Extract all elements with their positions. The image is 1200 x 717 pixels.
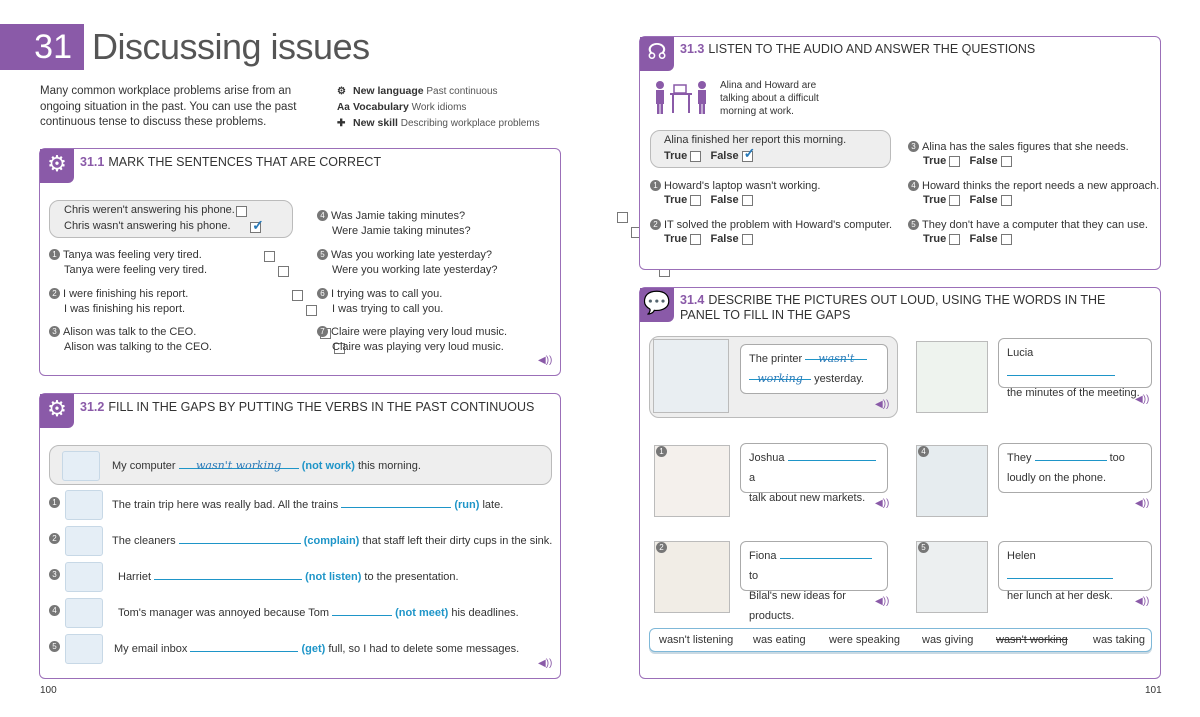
- speaker-icon[interactable]: ◀)): [875, 498, 890, 509]
- list-item: 3 Alison was talk to the CEO.: [49, 325, 196, 341]
- sample-sentence: My computer wasn't working (not work) this morning.: [112, 459, 421, 472]
- checkbox[interactable]: [278, 266, 289, 277]
- speech-bubble: Lucia the minutes of the meeting.: [998, 338, 1152, 388]
- answer-blank[interactable]: [154, 569, 302, 580]
- false-checkbox[interactable]: [742, 234, 753, 245]
- exercise-heading: 31.1 MARK THE SENTENCES THAT ARE CORRECT: [80, 155, 382, 169]
- list-item: Claire was playing very loud music.: [332, 341, 504, 353]
- speech-bubble: Joshua a talk about new markets.: [740, 443, 888, 493]
- list-item: 5 Was you working late yesterday?: [317, 248, 492, 264]
- printer-picture: [653, 339, 729, 413]
- word-bank-item[interactable]: was giving: [922, 634, 974, 646]
- deadline-icon: [65, 598, 103, 628]
- answer-blank[interactable]: [1035, 450, 1107, 461]
- email-inbox-icon: [65, 634, 103, 664]
- list-item: The train trip here was really bad. All the trains (run) late.: [112, 499, 504, 511]
- checkbox[interactable]: [292, 290, 303, 301]
- gears-icon: ⚙: [337, 86, 346, 97]
- puzzle-icon: ✚: [337, 118, 346, 129]
- presentation-icon: [65, 562, 103, 592]
- speaker-icon[interactable]: ◀)): [538, 355, 553, 366]
- list-item: 1 Tanya was feeling very tired.: [49, 248, 202, 264]
- answer-blank[interactable]: [179, 533, 301, 544]
- page-title: Discussing issues: [92, 26, 370, 67]
- answer-blank[interactable]: [341, 497, 451, 508]
- list-item: 2 I were finishing his report.: [49, 287, 188, 303]
- checkbox[interactable]: [236, 206, 247, 217]
- context-text: Alina and Howard are talking about a difficult morning at work.: [720, 80, 819, 117]
- true-false-row: True False: [923, 193, 1012, 209]
- list-item: Alison was talking to the CEO.: [64, 341, 212, 353]
- exercise-heading: 31.4 DESCRIBE THE PICTURES OUT LOUD, USING THE WORDS IN THE PANEL TO FILL IN THE GAPS: [680, 293, 1106, 322]
- false-checkbox-checked[interactable]: [742, 144, 756, 162]
- true-false-row: True False: [664, 232, 753, 248]
- list-item: 3 Alina has the sales figures that she needs.: [908, 140, 1129, 156]
- false-checkbox[interactable]: [1001, 195, 1012, 206]
- tick-icon: ✓: [252, 216, 264, 233]
- meta-new-language: ⚙ New language Past continuous: [337, 85, 498, 97]
- list-item: 2 IT solved the problem with Howard's computer.: [650, 218, 892, 234]
- gears-icon: ⚙: [47, 151, 67, 176]
- true-checkbox[interactable]: [949, 234, 960, 245]
- list-item: 1: [49, 497, 63, 509]
- word-bank-item[interactable]: were speaking: [829, 634, 900, 646]
- true-false-row: True False: [923, 154, 1012, 170]
- speaker-icon[interactable]: ◀)): [1135, 394, 1150, 405]
- exercise-heading: 31.2 FILL IN THE GAPS BY PUTTING THE VERBS IN THE PAST CONTINUOUS: [80, 400, 535, 414]
- list-item: My email inbox (get) full, so I had to delete some messages.: [114, 643, 520, 655]
- gears-icon: ⚙: [47, 396, 67, 421]
- list-item: Harriet (not listen) to the presentation.: [118, 571, 459, 583]
- answer-blank[interactable]: [1007, 365, 1115, 376]
- true-false-row: True False: [664, 193, 753, 209]
- answer-blank[interactable]: [780, 548, 872, 559]
- checkbox[interactable]: [306, 305, 317, 316]
- speech-bubble: Fiona to Bilal's new ideas for products.: [740, 541, 888, 591]
- list-item: The cleaners (complain) that staff left their dirty cups in the sink.: [112, 535, 553, 547]
- meta-vocabulary: Aa Vocabulary Work idioms: [337, 101, 467, 113]
- speaker-icon[interactable]: ◀)): [1135, 596, 1150, 607]
- aa-icon: Aa: [337, 102, 350, 113]
- false-checkbox[interactable]: [1001, 156, 1012, 167]
- broken-computer-icon: [62, 451, 100, 481]
- word-bank-item[interactable]: was eating: [753, 634, 806, 646]
- checkbox[interactable]: [617, 212, 628, 223]
- true-false-row: True False ✓: [664, 144, 756, 162]
- speech-bubble: Helen her lunch at her desk.: [998, 541, 1152, 591]
- speaker-icon[interactable]: ◀)): [875, 596, 890, 607]
- office-scene-icon: [650, 79, 712, 115]
- list-item: Tanya were feeling very tired.: [64, 264, 208, 276]
- unit-number: 31: [0, 24, 84, 70]
- true-checkbox[interactable]: [690, 195, 701, 206]
- page-number: 101: [1145, 685, 1162, 696]
- list-item: Were Jamie taking minutes?: [332, 225, 471, 237]
- meta-new-skill: ✚ New skill Describing workplace problems: [337, 117, 540, 129]
- answer-blank[interactable]: [788, 450, 876, 461]
- list-item: 4 Was Jamie taking minutes?: [317, 209, 465, 225]
- word-bank-item-used[interactable]: wasn't working: [996, 634, 1068, 646]
- true-checkbox[interactable]: [949, 156, 960, 167]
- sample-sentence: Chris wasn't answering his phone.: [64, 220, 231, 232]
- list-item: 1 Howard's laptop wasn't working.: [650, 179, 820, 195]
- list-item: 3: [49, 569, 63, 581]
- false-checkbox[interactable]: [1001, 234, 1012, 245]
- true-checkbox[interactable]: [949, 195, 960, 206]
- true-checkbox[interactable]: [690, 234, 701, 245]
- page-number: 100: [40, 685, 57, 696]
- exercise-31-2: [39, 393, 561, 679]
- speech-bubble-icon: 💬: [643, 290, 671, 315]
- list-item: 7 Claire were playing very loud music.: [317, 325, 507, 341]
- speaker-icon[interactable]: ◀)): [1135, 498, 1150, 509]
- headphones-icon: ☊: [647, 39, 667, 64]
- answer-blank[interactable]: [190, 641, 298, 652]
- intro-text: Many common workplace problems arise from an ongoing situation in the past. You can use the past continuous tense to discuss these problems.: [40, 85, 297, 128]
- word-bank-item[interactable]: wasn't listening: [659, 634, 734, 646]
- sample-sentence: Alina finished her report this morning.: [664, 134, 847, 146]
- list-item: Were you working late yesterday?: [332, 264, 498, 276]
- exercise-31-4: 💬 31.4 DESCRIBE THE PICTURES OUT LOUD, USING THE WORDS IN THE PANEL TO FILL IN THE GAPS The printer wasn't working yesterday. ◀)) Lucia the minutes of the meeting. ◀)) 1 Joshua a talk about new markets. ◀)) 4 They too loudly on the phone. ◀)) 2 Fiona to Bilal's new ideas for products. ◀)) 5 Helen her lunch at her desk. ◀)) wasn't listening was eating were speaking was giving wasn't working was taking: [639, 287, 1161, 679]
- speaker-icon[interactable]: ◀)): [538, 658, 553, 669]
- list-item: 6 I trying was to call you.: [317, 287, 442, 303]
- list-item: I was trying to call you.: [332, 303, 444, 315]
- exercise-heading: 31.3 LISTEN TO THE AUDIO AND ANSWER THE QUESTIONS: [680, 42, 1036, 56]
- list-item: 4: [49, 605, 63, 617]
- checkbox[interactable]: [264, 251, 275, 262]
- list-item: 5: [49, 641, 63, 653]
- false-checkbox[interactable]: [742, 195, 753, 206]
- list-item: Tom's manager was annoyed because Tom (not meet) his deadlines.: [118, 607, 519, 619]
- exercise-31-3: [639, 36, 1161, 270]
- cleaners-icon: [65, 526, 103, 556]
- checkbox-checked[interactable]: [250, 216, 264, 233]
- list-item: I was finishing his report.: [64, 303, 186, 315]
- train-icon: [65, 490, 103, 520]
- tick-icon: ✓: [743, 144, 756, 161]
- speech-bubble: The printer wasn't working yesterday.: [740, 344, 888, 394]
- true-false-row: True False: [923, 232, 1012, 248]
- sample-sentence: Chris weren't answering his phone.: [64, 204, 235, 216]
- answer-blank[interactable]: [1007, 568, 1113, 579]
- list-item: 4 Howard thinks the report needs a new approach.: [908, 179, 1159, 195]
- answer-blank[interactable]: [332, 605, 392, 616]
- list-item: 5 They don't have a computer that they can use.: [908, 218, 1148, 234]
- word-bank-item[interactable]: was taking: [1093, 634, 1145, 646]
- speaker-icon[interactable]: ◀)): [875, 399, 890, 410]
- true-checkbox[interactable]: [690, 151, 701, 162]
- list-item: 2: [49, 533, 63, 545]
- speech-bubble: They too loudly on the phone.: [998, 443, 1152, 493]
- exercise-31-1: [39, 148, 561, 376]
- minutes-picture: [916, 341, 988, 413]
